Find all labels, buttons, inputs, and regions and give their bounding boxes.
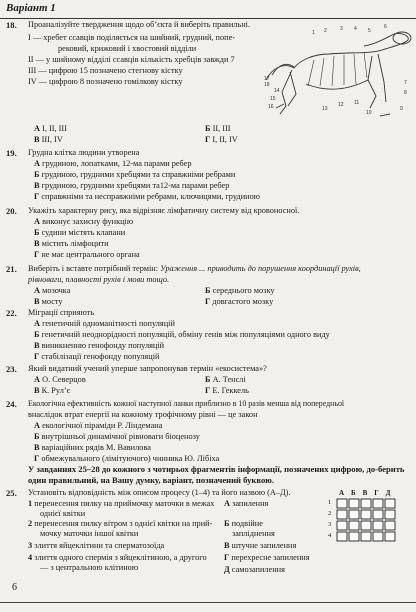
option-a: А виконує захисну функцію <box>34 217 134 226</box>
option-g: Г довгастого мозку <box>205 297 274 306</box>
option-g: Г Е. Геккель <box>205 386 249 395</box>
option-v: В варіаційних рядів М. Вавилова <box>34 443 151 452</box>
question-21 <box>0 264 416 308</box>
question-prompt: Проаналізуйте твердження щодо об’єкта й виберіть правильні. <box>28 20 251 29</box>
statement-4: IV — цифрою 8 позначено гомілкову кістку <box>28 77 183 86</box>
statement-2: ІІ — у шийному відділі ссавців кількість хребців завжди 7 <box>28 55 235 64</box>
option-v: В К. Рул’є <box>34 386 71 395</box>
question-prompt: Який видатний учений уперше запропонував термін «екосистема»? <box>28 364 267 373</box>
option-a: А І, ІІ, ІІІ <box>34 124 67 133</box>
option-a: А мозочка <box>34 286 71 295</box>
item-3: 3 злиття яйцеклітини та сперматозоїда <box>28 541 165 550</box>
answer-b-cont: запліднення <box>232 529 275 538</box>
option-g: Г стабілізації генофонду популяцій <box>34 352 160 361</box>
question-20 <box>0 206 416 262</box>
option-g: Г не має центрального органа <box>34 250 140 259</box>
question-prompt: Виберіть і вставте потрібний термін: Ураження ... приводить до порушення координації рухів, <box>28 264 361 273</box>
svg-text:7: 7 <box>404 80 407 86</box>
option-v: В грудиною, грудними хребцями та12-ма парами ребер <box>34 181 230 190</box>
option-v: В виникненню генофонду популяцій <box>34 341 165 350</box>
svg-text:8: 8 <box>404 90 407 96</box>
option-b: Б середнього мозку <box>205 286 275 295</box>
question-number: 24. <box>6 399 17 409</box>
answer-b: Б подвійне <box>224 519 263 528</box>
question-number: 18. <box>6 20 17 30</box>
option-a: А грудиною, лопатками, 12-ма парами ребер <box>34 159 192 168</box>
question-24 <box>0 399 416 465</box>
page-header <box>0 0 416 19</box>
grid-row-label: 3 <box>328 521 332 528</box>
option-g: Г обмежувального (лімітуючого) чинника Ю. Лібіха <box>34 454 220 463</box>
page-bottom-rule <box>0 602 416 603</box>
svg-text:14: 14 <box>274 88 280 94</box>
item-4: 4 злиття одного спермія з яйцеклітиною, а другого <box>28 553 207 562</box>
question-number: 25. <box>6 488 17 498</box>
option-b: Б генетичній неоднорідності популяцій, обміну генів між популяціями одного виду <box>34 330 330 339</box>
option-v: В містить лімфоцити <box>34 239 109 248</box>
svg-text:6: 6 <box>384 24 387 30</box>
option-b: Б А. Тенслі <box>205 375 246 384</box>
option-b: Б ІІ, ІІІ <box>205 124 231 133</box>
option-v: В мосту <box>34 297 63 306</box>
svg-text:9: 9 <box>400 106 403 112</box>
option-a: А О. Северцов <box>34 375 86 384</box>
option-a: А екологічної піраміди Р. Ліндемана <box>34 421 163 430</box>
question-23 <box>0 364 416 398</box>
question-prompt: Екологічна ефективність кожної наступної ланки приблизно в 10 разів менша від попередньої <box>28 399 345 408</box>
option-v: В ІІІ, IV <box>34 135 63 144</box>
svg-text:4: 4 <box>354 26 357 32</box>
question-19 <box>0 140 416 204</box>
answer-a: А запилення <box>224 499 269 508</box>
answer-v: В штучне запилення <box>224 541 297 550</box>
option-b: Б судини містять клапани <box>34 228 126 237</box>
svg-text:16: 16 <box>268 104 274 110</box>
statement-1-cont: рековий, крижовий і хвостовий відділи <box>58 44 197 53</box>
item-2-cont: мочку маточки іншої квітки <box>40 529 139 538</box>
question-prompt: Грудна клітка людини утворена <box>28 148 140 157</box>
svg-text:5: 5 <box>368 28 371 34</box>
svg-text:12: 12 <box>338 102 344 108</box>
question-prompt: Установіть відповідність між описом процесу (1–4) та його назвою (А–Д). <box>28 488 291 497</box>
question-number: 22. <box>6 308 17 318</box>
page-number: 6 <box>12 582 17 593</box>
svg-text:2: 2 <box>324 28 327 34</box>
matching-instruction: У завданнях 25–28 до кожного з чотирьох фрагментів інформації, позначених цифрою, до-берить один правильний, на Вашу думку, варіант, позначений буквою. <box>28 464 405 485</box>
grid-row-label: 4 <box>328 532 332 539</box>
mammal-skeleton-illustration <box>254 20 414 120</box>
statement-3: ІІІ — цифрою 15 позначено стегнову кістку <box>28 66 183 75</box>
question-prompt-cont: внаслідок втрат енергії на кожному трофічному рівні — це закон <box>28 410 258 419</box>
question-22 <box>0 308 416 364</box>
grid-row-label: 2 <box>328 510 332 517</box>
question-18 <box>0 20 416 144</box>
question-number: 19. <box>6 148 17 158</box>
variant-title: Варіант 1 <box>6 2 56 14</box>
option-g: Г І, ІІ, IV <box>205 135 238 144</box>
item-4-cont: — з центральною клітиною <box>40 563 139 572</box>
question-number: 23. <box>6 364 17 374</box>
item-2: 2 перенесення пилку вітром з однієї квітки на прий- <box>28 519 213 528</box>
option-g: Г справжніми та несправжніми ребрами, ключицями, грудиною <box>34 192 260 201</box>
question-number: 21. <box>6 264 17 274</box>
answer-grid-cells[interactable] <box>336 498 398 544</box>
option-b: Б грудиною, грудними хребцями та справжніми ребрами <box>34 170 236 179</box>
answer-g: Г перехресне запилення <box>224 553 310 562</box>
question-prompt-cont: рівноваги, плавності рухів і мови тощо. <box>28 275 170 284</box>
svg-text:1: 1 <box>312 30 315 36</box>
svg-text:11: 11 <box>354 100 360 106</box>
statement-1: І — хребет ссавців поділяється на шийний, грудний, попе- <box>28 33 236 42</box>
svg-text:17: 17 <box>264 76 270 82</box>
svg-text:15: 15 <box>270 96 276 102</box>
grid-row-label: 1 <box>328 499 332 506</box>
svg-text:18: 18 <box>264 82 270 88</box>
svg-text:3: 3 <box>340 26 343 32</box>
svg-text:13: 13 <box>322 106 328 112</box>
item-1: 1 перенесення пилку на приймочку маточки в межах <box>28 499 215 508</box>
item-1-cont: однієї квітки <box>40 509 86 518</box>
svg-text:10: 10 <box>366 110 372 116</box>
option-b: Б внутрішньої динамічної рівноваги біоценозу <box>34 432 200 441</box>
answer-d: Д самозапилення <box>224 565 285 574</box>
option-a: А генетичній одноманітності популяцій <box>34 319 175 328</box>
question-number: 20. <box>6 206 17 216</box>
question-prompt: Міграції сприяють <box>28 308 95 317</box>
answer-grid-header: А Б В Г Д <box>339 489 394 497</box>
question-prompt: Укажіть характерну рису, яка відрізняє лімфатичну систему від кровоносної. <box>28 206 300 215</box>
